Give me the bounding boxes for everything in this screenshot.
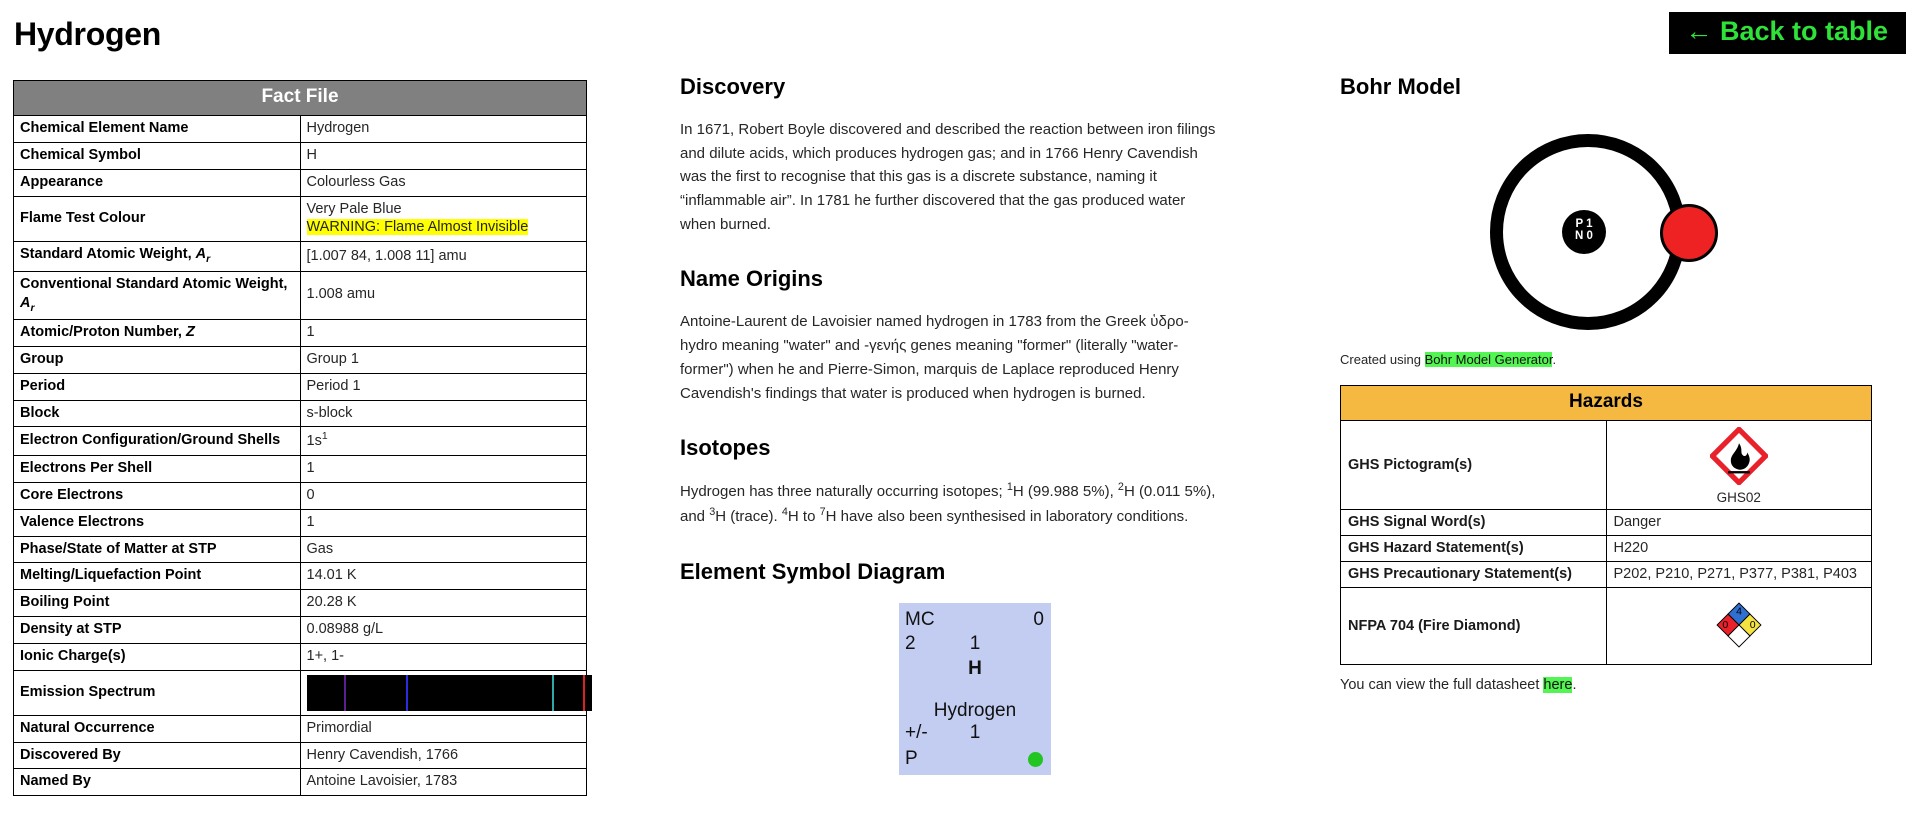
table-row [1341, 510, 1872, 536]
back-to-table-button[interactable]: ← Back to table [1669, 12, 1906, 54]
table-row [1341, 421, 1872, 510]
row-key: Block [14, 400, 301, 427]
isotopes-text: Hydrogen has three naturally occurring isotopes; $^1$H (99.988 5%), $^2$H (0.011 5%), and $^3$H (trace). $^4$H to $^7$H have also been synthesised in laboratory conditions. [680, 481, 1216, 525]
row-key: Valence Electrons [14, 509, 301, 536]
row-value: 0 [300, 482, 587, 509]
row-value: 1.008 amu [300, 271, 587, 319]
bohr-credit-prefix: Created using [1340, 352, 1425, 367]
row-key: Density at STP [14, 617, 301, 644]
table-row [14, 536, 587, 563]
table-row [14, 769, 587, 796]
bohr-credit-suffix: . [1552, 352, 1557, 367]
row-key: Phase/State of Matter at STP [14, 536, 301, 563]
table-row [14, 196, 587, 242]
row-value [1606, 588, 1872, 665]
nucleus-neutron-count: N 0 [1575, 230, 1593, 243]
table-row [14, 427, 587, 456]
table-row [1341, 536, 1872, 562]
row-value: 20.28 K [300, 590, 587, 617]
flame-colour-text: Very Pale Blue [306, 200, 402, 217]
datasheet-suffix: . [1572, 677, 1577, 693]
emission-spectrum-image [307, 675, 592, 711]
row-value: s-block [300, 400, 587, 427]
spectrum-line [583, 675, 585, 711]
row-value: H220 [1606, 536, 1872, 562]
table-row [14, 617, 587, 644]
symbol-mass-number: 2 [905, 632, 916, 654]
row-value: 1+, 1- [300, 643, 587, 670]
ghs02-flame-pictogram-icon [1710, 427, 1768, 485]
row-value: 1 [300, 509, 587, 536]
row-value: 1 [300, 319, 587, 346]
row-value: Primordial [300, 715, 587, 742]
row-key: Period [14, 373, 301, 400]
row-key: Discovered By [14, 742, 301, 769]
table-row [14, 346, 587, 373]
name-origins-heading: Name Origins [680, 266, 824, 292]
row-key: GHS Precautionary Statement(s) [1341, 562, 1607, 588]
row-value: Group 1 [300, 346, 587, 373]
table-row [1341, 562, 1872, 588]
row-value [300, 670, 587, 715]
row-key: NFPA 704 (Fire Diamond) [1341, 588, 1607, 665]
datasheet-link[interactable]: here [1543, 677, 1573, 693]
element-symbol-diagram-heading: Element Symbol Diagram [680, 558, 946, 584]
element-symbol-diagram [680, 603, 1270, 775]
svg-text:4: 4 [1735, 605, 1742, 618]
table-row [14, 643, 587, 670]
nucleus-badge [1562, 210, 1606, 254]
discovery-heading: Discovery [680, 74, 786, 99]
phase-indicator-dot [1028, 752, 1043, 767]
row-key: Natural Occurrence [14, 715, 301, 742]
datasheet-note [1340, 677, 1880, 693]
bohr-model-diagram [1340, 118, 1880, 348]
symbol-element-name: Hydrogen [933, 699, 1017, 721]
row-value: Period 1 [300, 373, 587, 400]
bohr-model-heading: Bohr Model [1340, 74, 1461, 99]
discovery-text: In 1671, Robert Boyle discovered and described the reaction between iron filings and dilute acids, which produces hydrogen gas; and in 1766 Henry Cavendish was the first to recognise that this gas is a discrete substance, naming it “inflammable air”. In 1781 he further discovered that the gas produced water when burned. [680, 121, 1216, 233]
row-key: Emission Spectrum [14, 670, 301, 715]
row-value: Gas [300, 536, 587, 563]
row-value: [1.007 84, 1.008 11] amu [300, 242, 587, 271]
svg-text:0: 0 [1749, 619, 1756, 632]
row-value: $1s^1$ [300, 427, 587, 456]
row-key: Standard Atomic Weight, $A_r$ [14, 242, 301, 271]
row-key: Electron Configuration/Ground Shells [14, 427, 301, 456]
bohr-credit [1340, 352, 1880, 367]
row-key: GHS Hazard Statement(s) [1341, 536, 1607, 562]
row-key: Appearance [14, 169, 301, 196]
bohr-model-generator-link[interactable]: Bohr Model Generator [1424, 352, 1553, 367]
row-key: Ionic Charge(s) [14, 643, 301, 670]
table-row [14, 456, 587, 483]
table-row [1341, 588, 1872, 665]
row-key: Named By [14, 769, 301, 796]
fact-file-column [13, 80, 593, 796]
flame-warning-text: WARNING: Flame Almost Invisible [306, 219, 529, 236]
spectrum-line [344, 675, 346, 711]
ghs-pictogram-caption: GHS02 [1716, 490, 1761, 505]
row-value [1606, 421, 1872, 510]
isotopes-heading: Isotopes [680, 435, 771, 461]
row-value [300, 196, 587, 242]
row-value: Colourless Gas [300, 169, 587, 196]
table-row [14, 142, 587, 169]
symbol-phase-label: P [905, 747, 918, 769]
nfpa-704-fire-diamond-icon [1708, 594, 1770, 656]
symbol-charge-label: +/- [905, 721, 928, 743]
row-key: Atomic/Proton Number, Z [14, 319, 301, 346]
row-value: P202, P210, P271, P377, P381, P403 [1606, 562, 1872, 588]
row-key: Chemical Symbol [14, 142, 301, 169]
fact-file-table [13, 80, 587, 796]
symbol-proton-number: 1 [969, 632, 981, 654]
bohr-hazards-column [1340, 74, 1880, 693]
table-row [14, 563, 587, 590]
row-key: Core Electrons [14, 482, 301, 509]
content-column [680, 74, 1270, 775]
row-value: 0.08988 g/L [300, 617, 587, 644]
table-row [14, 373, 587, 400]
row-key: Chemical Element Name [14, 116, 301, 143]
symbol-electron-count: 1 [969, 721, 981, 743]
table-row [14, 670, 587, 715]
symbol-chemical-symbol: H [968, 657, 982, 679]
row-value: Danger [1606, 510, 1872, 536]
row-value: Hydrogen [300, 116, 587, 143]
row-value: 14.01 K [300, 563, 587, 590]
hazards-table [1340, 385, 1872, 665]
fact-file-caption: Fact File [14, 81, 587, 116]
row-value: Henry Cavendish, 1766 [300, 742, 587, 769]
row-key: Group [14, 346, 301, 373]
row-key: Electrons Per Shell [14, 456, 301, 483]
spectrum-line [552, 675, 554, 711]
table-row [14, 590, 587, 617]
row-key: Boiling Point [14, 590, 301, 617]
row-key: Melting/Liquefaction Point [14, 563, 301, 590]
page-title: Hydrogen [14, 16, 161, 52]
svg-text:0: 0 [1722, 619, 1729, 632]
spectrum-line [406, 675, 408, 711]
name-origins-text: Antoine-Laurent de Lavoisier named hydrogen in 1783 from the Greek ὑδρο-hydro meaning "water" and -γενής genes meaning "former" (literally "water-former") when he and Pierre-Simon, marquis de Laplace reproduced Henry Cavendish's findings that water is produced when hydrogen is burned. [680, 313, 1189, 402]
table-row [14, 242, 587, 271]
table-row [14, 509, 587, 536]
row-key: GHS Pictogram(s) [1341, 421, 1607, 510]
symbol-neutrons-value: 0 [1033, 608, 1044, 630]
table-row [14, 271, 587, 319]
table-row [14, 715, 587, 742]
nucleus-proton-count: P 1 [1575, 218, 1593, 230]
row-value: 1 [300, 456, 587, 483]
hazards-caption: Hazards [1341, 386, 1872, 421]
row-value: H [300, 142, 587, 169]
datasheet-prefix: You can view the full datasheet [1340, 677, 1544, 693]
row-key: Flame Test Colour [14, 196, 301, 242]
row-key: Conventional Standard Atomic Weight, $A_r$ [14, 271, 301, 319]
table-row [14, 116, 587, 143]
table-row [14, 319, 587, 346]
table-row [14, 482, 587, 509]
table-row [14, 742, 587, 769]
symbol-mass-charge-label: MC [905, 608, 935, 630]
row-value: Antoine Lavoisier, 1783 [300, 769, 587, 796]
row-key: GHS Signal Word(s) [1341, 510, 1607, 536]
table-row [14, 169, 587, 196]
electron-dot [1660, 204, 1718, 262]
table-row [14, 400, 587, 427]
element-symbol-box [899, 603, 1051, 775]
